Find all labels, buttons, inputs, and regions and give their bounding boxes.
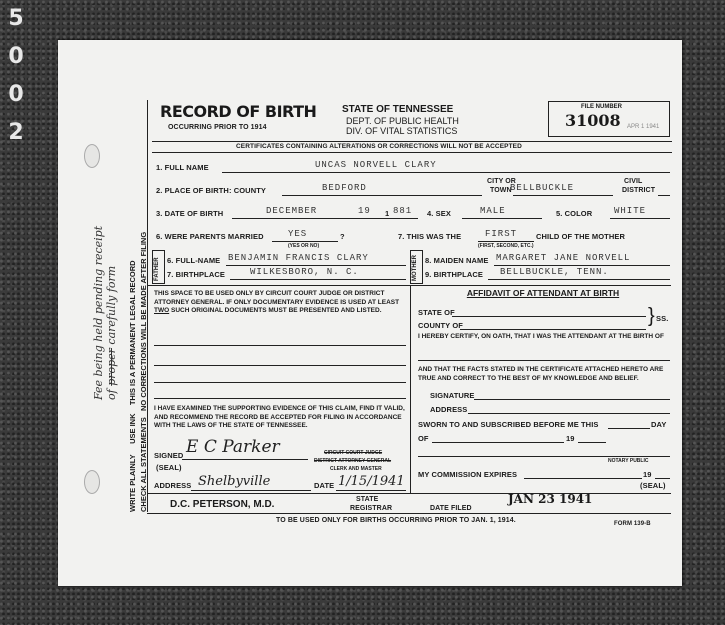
sworn-day-label: DAY — [651, 420, 667, 429]
file-number-label: FILE NUMBER — [581, 104, 622, 110]
child-order-label: 7. THIS WAS THE — [398, 232, 462, 241]
child-order-line — [478, 241, 534, 242]
examined-statement: I HAVE EXAMINED THE SUPPORTING EVIDENCE OF THIS CLAIM, FIND IT VALID, AND RECOMMEND THE RECORD BE ACCEPTED FOR FILING IN ACCORDANCE WITH THE LAWS OF THE STATE OF TENNESSEE. — [154, 405, 405, 429]
evidence-line — [154, 345, 406, 346]
file-number-box — [548, 101, 670, 137]
mother-tag: MOTHER — [412, 255, 418, 281]
division: DIV. OF VITAL STATISTICS — [346, 126, 458, 136]
file-number: 31008 — [565, 111, 621, 130]
footer-note: TO BE USED ONLY FOR BIRTHS OCCURRING PRIOR TO JAN. 1, 1914. — [276, 517, 516, 524]
write-plainly: WRITE PLAINLY — [128, 454, 137, 512]
notary-line — [418, 456, 670, 457]
commission-line — [524, 478, 642, 479]
order-hint: (FIRST, SECOND, ETC.) — [478, 243, 534, 249]
mother-birthplace-label: 9. BIRTHPLACE — [425, 270, 483, 279]
sworn-year-label: 19 — [566, 434, 575, 443]
judge-address-value: Shelbyville — [198, 474, 271, 489]
commission-year-line — [655, 478, 670, 479]
color-value: WHITE — [614, 206, 647, 216]
mother-birthplace-line — [488, 279, 670, 280]
sex-label: 4. SEX — [427, 209, 451, 218]
judge-instructions: THIS SPACE TO BE USED ONLY BY CIRCUIT COURT JUDGE OR DISTRICT ATTORNEY GENERAL. IF ONLY DOCUMENTARY EVIDENCE IS USED AT LEAST TWO SUCH ORIGINAL DOCUMENTS MUST BE PRESENTED AND LISTED. — [154, 290, 400, 314]
sworn-label: SWORN TO AND SUBSCRIBED BEFORE ME THIS — [418, 420, 599, 429]
affidavit-state-line — [452, 316, 646, 317]
margin-note-line1: Fee being held pending receipt — [92, 225, 105, 400]
affidavit-county-label: COUNTY OF — [418, 321, 463, 330]
dob-line — [232, 218, 418, 219]
district-label: DISTRICT — [622, 187, 656, 194]
judge-address-line — [191, 490, 311, 491]
full-name-label: 1. FULL NAME — [156, 163, 209, 172]
county-value: BEDFORD — [322, 183, 367, 193]
evidence-line — [154, 382, 406, 383]
permanent-record-notice: THIS IS A PERMANENT LEGAL RECORD — [128, 260, 137, 406]
file-stamp: APR 1 1941 — [627, 124, 660, 130]
married-hint: (YES OR NO) — [288, 243, 320, 249]
frame-digit: 2 — [8, 120, 24, 145]
father-birthplace-label: 7. BIRTHPLACE — [167, 270, 225, 279]
father-birthplace-value: WILKESBORO, N. C. — [250, 267, 359, 277]
commission-year-label: 19 — [643, 470, 652, 479]
use-ink: USE INK — [128, 413, 137, 444]
affidavit-signature-label: SIGNATURE — [430, 391, 475, 400]
judge-date-line — [336, 490, 406, 491]
child-of-mother-label: CHILD OF THE MOTHER — [536, 232, 625, 241]
form-number: FORM 139-B — [614, 521, 651, 527]
no-corrections-notice: NO CORRECTIONS WILL BE MADE AFTER FILING — [139, 231, 148, 411]
department: DEPT. OF PUBLIC HEALTH — [346, 116, 459, 126]
affidavit-address-line — [468, 413, 670, 414]
state-registrar-label: STATE — [356, 496, 379, 503]
dob-year-prefix: 1 — [385, 209, 390, 218]
mother-name-label: 8. MAIDEN NAME — [425, 256, 489, 265]
sworn-year-line — [578, 442, 606, 443]
county-line — [282, 195, 482, 196]
married-value: YES — [288, 229, 308, 239]
ss-brace: } — [648, 305, 655, 327]
margin-note-line2: of proper carefully form — [105, 265, 118, 400]
color-line — [610, 218, 670, 219]
notice-rule — [152, 152, 672, 153]
judge-signature: E C Parker — [186, 437, 280, 457]
registrar-name: D.C. PETERSON, M.D. — [170, 499, 275, 510]
town-label: TOWN — [490, 187, 512, 194]
father-tag-box — [152, 250, 165, 284]
judge-title: CIRCUIT COURT JUDGE — [324, 450, 383, 456]
district-line — [658, 195, 670, 196]
sex-value: MALE — [480, 206, 506, 216]
married-line — [272, 241, 338, 242]
header-rule — [152, 141, 672, 142]
mother-name-line — [494, 265, 670, 266]
father-birthplace-line — [230, 279, 406, 280]
town-line — [513, 195, 613, 196]
evidence-line — [154, 398, 406, 399]
facts-statement: AND THAT THE FACTS STATED IN THE CERTIFICATE ATTACHED HERETO ARE TRUE AND CORRECT TO THE BEST OF MY KNOWLEDGE AND BELIEF. — [418, 366, 664, 382]
frame-digit: 5 — [8, 6, 24, 31]
date-filed-label: DATE FILED — [430, 505, 472, 512]
affidavit-county-line — [460, 329, 646, 330]
commission-label: MY COMMISSION EXPIRES — [418, 470, 518, 479]
civil-label: CIVIL — [624, 178, 643, 185]
form-left-border — [147, 100, 148, 512]
signed-line — [182, 459, 308, 460]
affidavit-title: AFFIDAVIT OF ATTENDANT AT BIRTH — [466, 288, 620, 298]
da-title: DISTRICT ATTORNEY GENERAL — [314, 458, 392, 464]
father-name-label: 6. FULL-NAME — [167, 256, 221, 265]
town-value: BELLBUCKLE — [510, 183, 575, 193]
center-divider — [410, 285, 411, 493]
place-of-birth-label: 2. PLACE OF BIRTH: COUNTY — [156, 186, 267, 195]
signed-label: SIGNED — [154, 451, 184, 460]
judge-date-label: DATE — [314, 481, 335, 490]
attendant-certification: I HEREBY CERTIFY, ON OATH, THAT I WAS THE ATTENDANT AT THE BIRTH OF — [418, 333, 664, 340]
ss-label: SS. — [656, 314, 669, 323]
alteration-notice: CERTIFICATES CONTAINING ALTERATIONS OR CORRECTIONS WILL NOT BE ACCEPTED — [236, 143, 522, 150]
affidavit-state-label: STATE OF — [418, 308, 455, 317]
judge-seal: (SEAL) — [156, 463, 182, 472]
color-label: 5. COLOR — [556, 209, 593, 218]
affidavit-signature-line — [474, 399, 670, 400]
dob-year: 881 — [393, 206, 413, 216]
father-name-line — [226, 265, 406, 266]
record-title: RECORD OF BIRTH — [160, 102, 317, 121]
mother-tag-box — [410, 250, 423, 284]
full-name-value: UNCAS NORVELL CLARY — [315, 160, 437, 170]
date-filed-stamp: JAN 23 1941 — [508, 492, 593, 506]
notary-seal: (SEAL) — [640, 481, 666, 490]
dob-label: 3. DATE OF BIRTH — [156, 209, 224, 218]
sworn-of-line — [432, 442, 564, 443]
parents-married-label: 6. WERE PARENTS MARRIED — [156, 232, 264, 241]
city-label: CITY OR — [487, 178, 516, 185]
footer-bottom-rule — [147, 513, 671, 514]
sworn-of-label: OF — [418, 434, 429, 443]
father-name-value: BENJAMIN FRANCIS CLARY — [228, 253, 369, 263]
father-tag: FATHER — [154, 257, 160, 281]
record-subtitle: OCCURRING PRIOR TO 1914 — [168, 124, 267, 131]
state-name: STATE OF TENNESSEE — [342, 104, 454, 115]
sex-line — [462, 218, 542, 219]
parents-bottom-rule — [147, 285, 671, 286]
judge-address-label: ADDRESS — [154, 481, 192, 490]
full-name-line — [222, 172, 670, 173]
affidavit-address-label: ADDRESS — [430, 405, 468, 414]
married-question-mark: ? — [340, 232, 345, 241]
mother-birthplace-value: BELLBUCKLE, TENN. — [500, 267, 609, 277]
mother-name-value: MARGARET JANE NORVELL — [496, 253, 631, 263]
check-statements: CHECK ALL STATEMENTS — [139, 417, 148, 512]
judge-date-value: 1/15/1941 — [338, 474, 405, 489]
sworn-day-line — [608, 428, 650, 429]
attendant-line — [418, 360, 670, 361]
registrar-label: REGISTRAR — [350, 505, 393, 512]
evidence-line — [154, 365, 406, 366]
clerk-title: CLERK AND MASTER — [330, 466, 382, 472]
frame-digit: 0 — [8, 44, 24, 69]
child-order-value: FIRST — [485, 229, 518, 239]
notary-label: NOTARY PUBLIC — [608, 458, 649, 464]
dob-month: DECEMBER — [266, 206, 318, 216]
dob-day: 19 — [358, 206, 371, 216]
frame-digit: 0 — [8, 82, 24, 107]
